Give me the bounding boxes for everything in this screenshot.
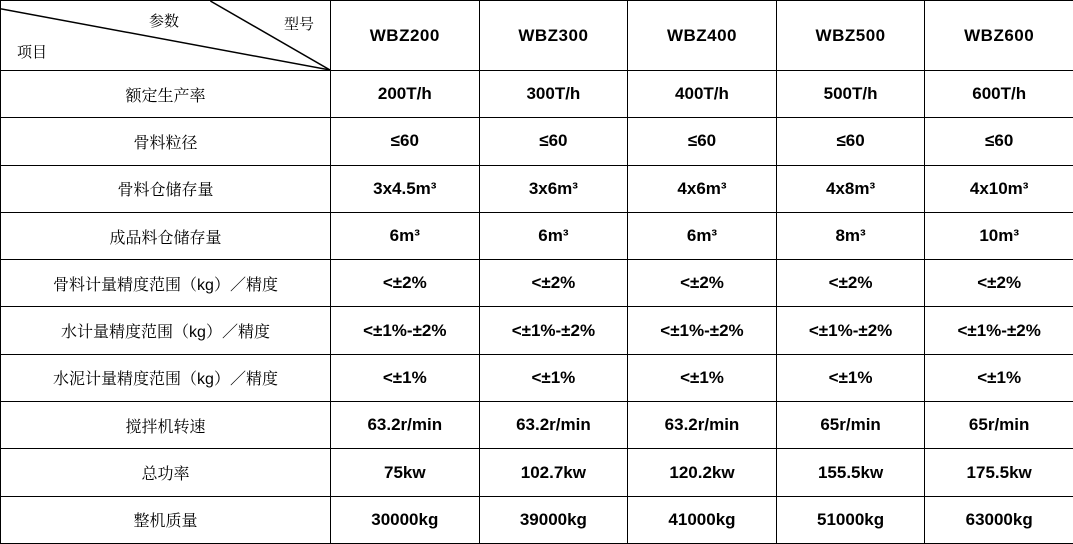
table-row xyxy=(1,71,1073,118)
row-label: 骨料粒径 xyxy=(1,118,331,165)
column-header-wbz600: WBZ600 xyxy=(925,1,1073,71)
value-cell: 63.2r/min xyxy=(479,402,628,449)
value-cell: ≤60 xyxy=(776,118,925,165)
value-cell: <±1% xyxy=(479,354,628,401)
value-cell: 500T/h xyxy=(776,71,925,118)
column-header-wbz400: WBZ400 xyxy=(628,1,777,71)
value-cell: 51000kg xyxy=(776,496,925,543)
value-cell: 300T/h xyxy=(479,71,628,118)
value-cell: <±1%-±2% xyxy=(776,307,925,354)
column-header-wbz200: WBZ200 xyxy=(331,1,480,71)
row-label: 骨料计量精度范围（kg）／精度 xyxy=(1,260,331,307)
table-row xyxy=(1,354,1073,401)
value-cell: ≤60 xyxy=(925,118,1073,165)
value-cell: 8m³ xyxy=(776,212,925,259)
value-cell: 120.2kw xyxy=(628,449,777,496)
value-cell: 3x6m³ xyxy=(479,165,628,212)
value-cell: <±1%-±2% xyxy=(925,307,1073,354)
column-header-wbz500: WBZ500 xyxy=(776,1,925,71)
value-cell: 6m³ xyxy=(479,212,628,259)
row-label: 额定生产率 xyxy=(1,71,331,118)
table-row xyxy=(1,402,1073,449)
corner-label-model: 型号 xyxy=(284,16,315,33)
header-row xyxy=(1,1,1073,71)
value-cell: <±1% xyxy=(628,354,777,401)
value-cell: 63.2r/min xyxy=(331,402,480,449)
value-cell: <±2% xyxy=(479,260,628,307)
value-cell: 3x4.5m³ xyxy=(331,165,480,212)
value-cell: 6m³ xyxy=(628,212,777,259)
table-row xyxy=(1,496,1073,543)
value-cell: 65r/min xyxy=(776,402,925,449)
value-cell: ≤60 xyxy=(628,118,777,165)
table-row xyxy=(1,307,1073,354)
row-label: 成品料仓储存量 xyxy=(1,212,331,259)
value-cell: 400T/h xyxy=(628,71,777,118)
row-label: 搅拌机转速 xyxy=(1,402,331,449)
table-row xyxy=(1,449,1073,496)
value-cell: 6m³ xyxy=(331,212,480,259)
value-cell: <±2% xyxy=(331,260,480,307)
row-label: 水计量精度范围（kg）／精度 xyxy=(1,307,331,354)
value-cell: <±1%-±2% xyxy=(479,307,628,354)
value-cell: 10m³ xyxy=(925,212,1073,259)
value-cell: <±2% xyxy=(628,260,777,307)
value-cell: <±2% xyxy=(776,260,925,307)
table-row xyxy=(1,260,1073,307)
value-cell: 4x8m³ xyxy=(776,165,925,212)
value-cell: 75kw xyxy=(331,449,480,496)
value-cell: ≤60 xyxy=(479,118,628,165)
value-cell: 600T/h xyxy=(925,71,1073,118)
value-cell: 39000kg xyxy=(479,496,628,543)
value-cell: <±1%-±2% xyxy=(331,307,480,354)
table-row xyxy=(1,118,1073,165)
row-label: 总功率 xyxy=(1,449,331,496)
corner-header-cell xyxy=(1,1,331,71)
table-row xyxy=(1,165,1073,212)
value-cell: 102.7kw xyxy=(479,449,628,496)
value-cell: ≤60 xyxy=(331,118,480,165)
value-cell: 30000kg xyxy=(331,496,480,543)
value-cell: <±1% xyxy=(331,354,480,401)
value-cell: 41000kg xyxy=(628,496,777,543)
table-body xyxy=(1,71,1073,544)
value-cell: <±1% xyxy=(776,354,925,401)
table-row xyxy=(1,212,1073,259)
value-cell: 175.5kw xyxy=(925,449,1073,496)
value-cell: <±1%-±2% xyxy=(628,307,777,354)
value-cell: <±1% xyxy=(925,354,1073,401)
value-cell: 4x6m³ xyxy=(628,165,777,212)
row-label: 骨料仓储存量 xyxy=(1,165,331,212)
row-label: 水泥计量精度范围（kg）／精度 xyxy=(1,354,331,401)
value-cell: 155.5kw xyxy=(776,449,925,496)
value-cell: <±2% xyxy=(925,260,1073,307)
value-cell: 4x10m³ xyxy=(925,165,1073,212)
corner-label-parameter: 参数 xyxy=(149,13,180,30)
value-cell: 63000kg xyxy=(925,496,1073,543)
value-cell: 200T/h xyxy=(331,71,480,118)
value-cell: 63.2r/min xyxy=(628,402,777,449)
corner-label-item: 项目 xyxy=(17,44,48,61)
row-label: 整机质量 xyxy=(1,496,331,543)
column-header-wbz300: WBZ300 xyxy=(479,1,628,71)
value-cell: 65r/min xyxy=(925,402,1073,449)
